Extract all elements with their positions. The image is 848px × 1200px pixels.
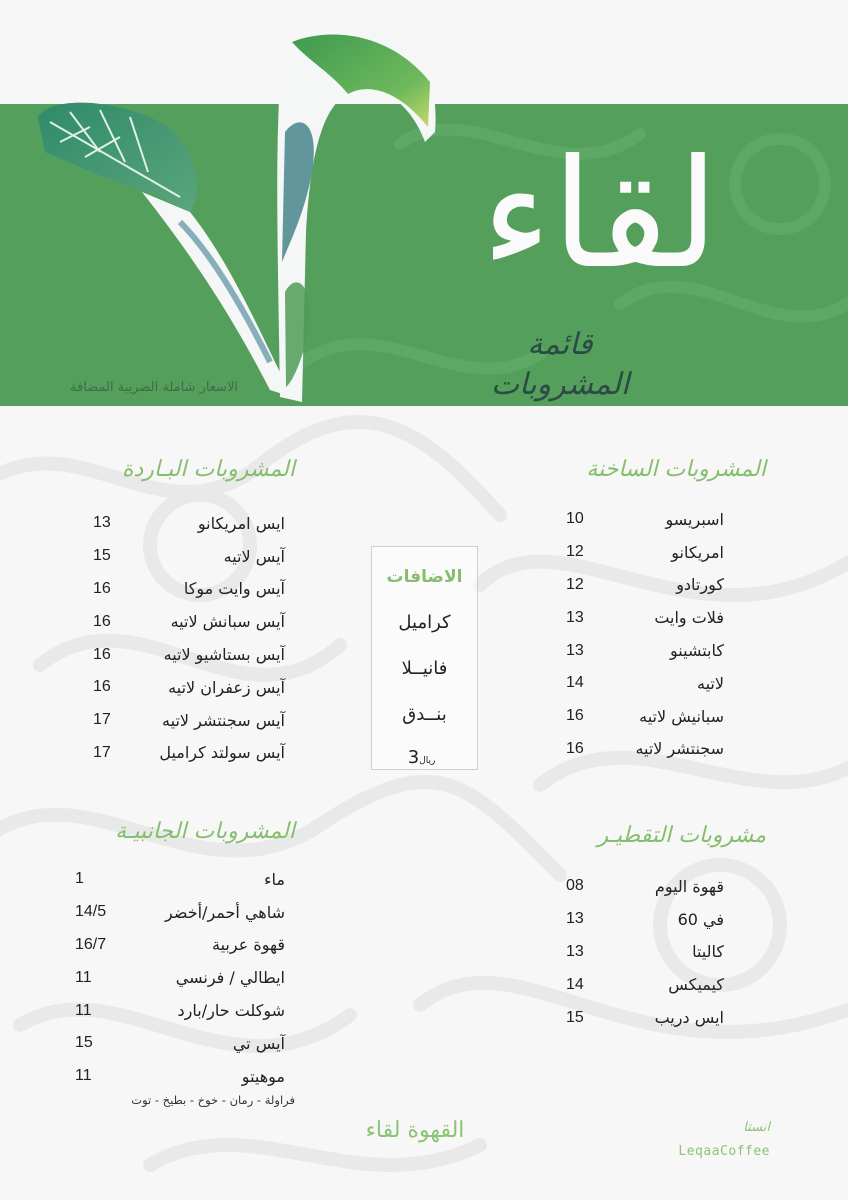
item-price: 15 <box>566 1008 584 1026</box>
item-name: قهوة اليوم <box>654 876 724 896</box>
item-price: 13 <box>566 942 584 960</box>
item-name: آيس سبانش لاتيه <box>170 612 285 632</box>
menu-item <box>566 700 724 733</box>
item-name: كيميكس <box>668 975 724 995</box>
drip-drinks-heading: مشروبات التقطيـر <box>597 823 766 848</box>
menu-item <box>566 733 724 766</box>
menu-item <box>75 863 285 896</box>
menu-item <box>75 994 285 1027</box>
item-price: 12 <box>566 543 584 561</box>
item-price: 16 <box>93 678 111 696</box>
currency-label: ريال <box>419 756 436 766</box>
menu-item <box>93 671 285 704</box>
item-price: 1 <box>75 870 84 888</box>
item-name: آيس بستاشيو لاتيه <box>163 645 285 665</box>
item-price: 15 <box>93 547 111 565</box>
menu-item <box>75 929 285 962</box>
menu-item <box>93 540 285 573</box>
menu-item <box>75 896 285 929</box>
item-name: امريكانو <box>671 542 724 562</box>
item-name: اسبريسو <box>665 509 724 529</box>
item-price: 14/5 <box>75 903 107 921</box>
item-name: ايطالي / فرنسي <box>175 968 285 988</box>
addon-item: فانيــلا <box>401 658 448 679</box>
menu-item <box>566 634 724 667</box>
item-name: شوكلت حار/بارد <box>177 1001 285 1021</box>
item-name: آيس سولتد كراميل <box>159 743 285 763</box>
menu-item <box>566 870 724 903</box>
item-price: 14 <box>566 674 584 692</box>
item-name: آيس زعفران لاتيه <box>168 677 285 697</box>
item-price: 16/7 <box>75 935 107 953</box>
addons-box <box>371 546 478 770</box>
item-name: آيس لاتيه <box>223 546 285 566</box>
item-name: موهيتو <box>241 1066 285 1086</box>
menu-item <box>93 507 285 540</box>
menu-item <box>566 536 724 569</box>
item-name: قهوة عربية <box>212 935 285 955</box>
item-price: 13 <box>93 514 111 532</box>
item-price: 15 <box>75 1034 93 1052</box>
menu-item <box>566 1001 724 1034</box>
item-price: 10 <box>566 510 584 528</box>
menu-item <box>93 704 285 737</box>
item-name: كابتشينو <box>670 641 724 661</box>
mojito-flavors-note: فراولة - رمان - خوخ - بطيخ - توت <box>131 1093 295 1107</box>
addons-title: الاضافات <box>386 567 463 587</box>
item-price: 13 <box>566 910 584 928</box>
menu-item <box>75 961 285 994</box>
menu-item <box>93 638 285 671</box>
item-price: 16 <box>566 739 584 757</box>
side-drinks-heading: المشروبات الجانبيـة <box>115 819 295 844</box>
hot-drinks-list <box>566 503 724 765</box>
item-price: 16 <box>93 612 111 630</box>
item-name: كورتادو <box>676 575 724 595</box>
item-name: شاهي أحمر/أخضر <box>165 902 285 922</box>
tax-note: الاسعار شاملة الضريبة المضافة <box>70 380 238 395</box>
cold-drinks-heading: المشروبات البـاردة <box>121 457 295 482</box>
item-name: ايس دريب <box>654 1008 724 1028</box>
item-name: سجنتشر لاتيه <box>635 739 724 759</box>
hot-drinks-heading: المشروبات الساخنة <box>586 457 766 482</box>
menu-item <box>566 569 724 602</box>
addon-item: بنــدق <box>402 704 447 725</box>
menu-item <box>566 936 724 969</box>
menu-item <box>566 667 724 700</box>
addon-price <box>372 738 477 778</box>
item-name: كاليتا <box>692 942 724 962</box>
item-name: ايس امريكانو <box>197 513 285 533</box>
item-price: 16 <box>93 645 111 663</box>
instagram-label: انستا <box>743 1120 770 1135</box>
drip-drinks-list <box>566 870 724 1034</box>
item-name: سبانيش لاتيه <box>639 706 724 726</box>
menu-item <box>93 737 285 770</box>
menu-item <box>566 601 724 634</box>
addon-price-value: 3 <box>407 747 420 768</box>
item-name: في 60 <box>677 909 724 929</box>
instagram-handle[interactable]: LeqaaCoffee <box>678 1144 770 1159</box>
item-price: 13 <box>566 641 584 659</box>
menu-subtitle: قائمة المشروبات <box>490 327 630 402</box>
brand-title: لقاء <box>481 128 719 302</box>
side-drinks-list <box>75 863 285 1093</box>
item-price: 17 <box>93 711 111 729</box>
item-name: آيس سجنتشر لاتيه <box>162 710 285 730</box>
item-name: آيس وايت موكا <box>183 579 285 599</box>
item-price: 08 <box>566 877 584 895</box>
item-price: 11 <box>75 1067 92 1085</box>
menu-item <box>93 573 285 606</box>
item-name: فلات وايت <box>654 608 724 628</box>
menu-item <box>75 1027 285 1060</box>
menu-item <box>566 503 724 536</box>
item-name: لاتيه <box>697 673 724 693</box>
item-name: ماء <box>264 869 285 889</box>
menu-item <box>93 605 285 638</box>
item-price: 11 <box>75 1001 92 1019</box>
menu-item <box>566 903 724 936</box>
item-price: 14 <box>566 975 584 993</box>
cold-drinks-list <box>93 507 285 769</box>
addon-item: كراميل <box>398 612 451 633</box>
menu-item <box>566 968 724 1001</box>
item-price: 16 <box>566 707 584 725</box>
item-price: 17 <box>93 743 111 761</box>
menu-item <box>75 1060 285 1093</box>
item-price: 13 <box>566 608 584 626</box>
item-price: 16 <box>93 579 111 597</box>
leaf-logo-art <box>30 12 450 407</box>
item-name: آيس تي <box>232 1033 285 1053</box>
item-price: 12 <box>566 575 584 593</box>
item-price: 11 <box>75 968 92 986</box>
footer-logo: القهوة لقاء <box>365 1118 465 1143</box>
